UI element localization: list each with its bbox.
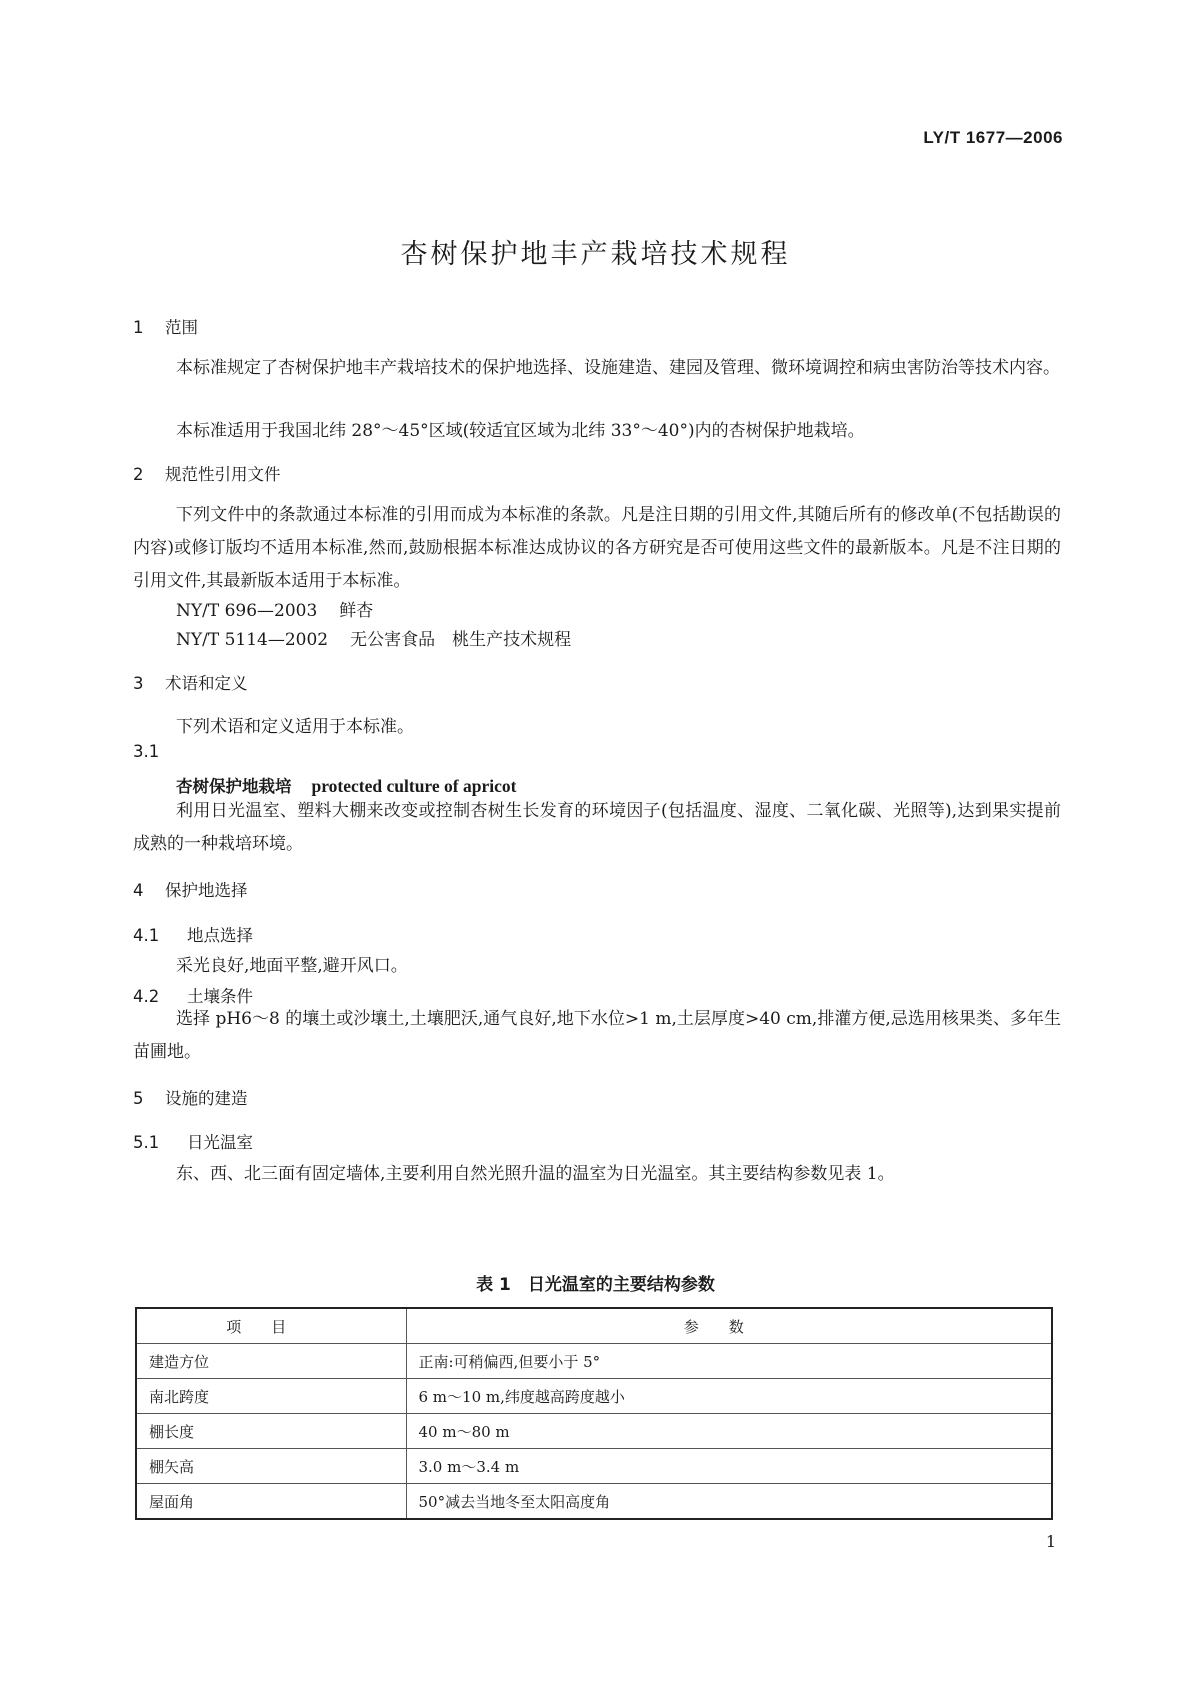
section-title: 保护地选择 (165, 881, 248, 900)
table-header-row (136, 1308, 1052, 1344)
section-2-paragraph: 下列文件中的条款通过本标准的引用而成为本标准的条款。凡是注日期的引用文件,其随后所有的修改单(不包括勘误的内容)或修订版均不适用本标准,然而,鼓励根据本标准达成协议的各方研究是否可使用这些文件的最新版本。凡是不注日期的引用文件,其最新版本适用于本标准。 (133, 505, 1061, 591)
table-cell-value: 正南:可稍偏西,但要小于 5° (406, 1344, 1052, 1379)
section-1-heading (133, 314, 198, 338)
term-number: 3.1 (133, 742, 160, 761)
section-number: 4 (133, 881, 144, 900)
subsection-4-2-text: 选择 pH6～8 的壤土或沙壤土,土壤肥沃,通气良好,地下水位>1 m,土层厚度>40 cm,排灌方便,忌选用核果类、多年生苗圃地。 (133, 1009, 1061, 1062)
table-cell-item: 南北跨度 (136, 1379, 406, 1414)
document-title: 杏树保护地丰产栽培技术规程 (400, 239, 791, 270)
term-entry (176, 773, 516, 797)
subsection-5-1-text: 东、西、北三面有固定墙体,主要利用自然光照升温的温室为日光温室。其主要结构参数见表 1。 (176, 1164, 895, 1184)
table-row (136, 1344, 1052, 1379)
table-row (136, 1379, 1052, 1414)
section-3-heading (133, 670, 248, 694)
subsection-4-1-heading (133, 922, 253, 946)
table-row (136, 1414, 1052, 1449)
table-cell-item: 棚矢高 (136, 1449, 406, 1484)
section-number: 5 (133, 1089, 144, 1108)
reference-item (176, 596, 373, 621)
table-cell-value: 40 m～80 m (406, 1414, 1052, 1449)
section-3-paragraph: 下列术语和定义适用于本标准。 (176, 717, 414, 737)
table-cell-value: 6 m～10 m,纬度越高跨度越小 (406, 1379, 1052, 1414)
table-row (136, 1449, 1052, 1484)
subsection-number: 4.2 (133, 987, 160, 1006)
table-cell-item: 棚长度 (136, 1414, 406, 1449)
section-title: 规范性引用文件 (165, 465, 281, 484)
section-number: 1 (133, 318, 144, 337)
table-cell-value: 3.0 m～3.4 m (406, 1449, 1052, 1484)
section-5-heading (133, 1085, 248, 1109)
table-cell-value: 50°减去当地冬至太阳高度角 (406, 1484, 1052, 1520)
subsection-title: 日光温室 (187, 1133, 253, 1152)
section-title: 设施的建造 (165, 1089, 248, 1108)
subsection-title: 地点选择 (187, 926, 253, 945)
subsection-number: 5.1 (133, 1133, 160, 1152)
subsection-5-1-heading (133, 1129, 253, 1153)
reference-item (176, 625, 571, 650)
page-number: 1 (1045, 1532, 1056, 1551)
reference-name: 鲜杏 (339, 601, 374, 621)
section-title: 范围 (165, 318, 198, 337)
reference-code: NY/T 5114—2002 (176, 630, 329, 650)
term-english: protected culture of apricot (311, 776, 517, 796)
table-header-cell: 项目 (136, 1308, 406, 1344)
section-number: 2 (133, 465, 144, 484)
subsection-title: 土壤条件 (187, 987, 253, 1006)
section-2-heading (133, 461, 281, 485)
section-1-paragraph-1: 本标准规定了杏树保护地丰产栽培技术的保护地选择、设施建造、建园及管理、微环境调控和病虫害防治等技术内容。 (176, 358, 1060, 378)
standard-code: LY/T 1677—2006 (923, 128, 1063, 147)
reference-name: 无公害食品 桃生产技术规程 (350, 630, 572, 650)
subsection-number: 4.1 (133, 926, 160, 945)
table-cell-item: 建造方位 (136, 1344, 406, 1379)
subsection-4-1-text: 采光良好,地面平整,避开风口。 (176, 956, 408, 976)
reference-code: NY/T 696—2003 (176, 601, 318, 621)
table-cell-item: 屋面角 (136, 1484, 406, 1520)
table-caption: 表 1 日光温室的主要结构参数 (476, 1275, 715, 1295)
section-number: 3 (133, 674, 144, 693)
table-row (136, 1484, 1052, 1520)
section-4-heading (133, 877, 248, 901)
table-header-cell: 参数 (406, 1308, 1052, 1344)
term-definition: 利用日光温室、塑料大棚来改变或控制杏树生长发育的环境因子(包括温度、湿度、二氧化碳、光照等),达到果实提前成熟的一种栽培环境。 (133, 801, 1061, 854)
term-chinese: 杏树保护地栽培 (176, 777, 292, 796)
section-title: 术语和定义 (165, 674, 248, 693)
structure-parameter-table (135, 1307, 1053, 1520)
section-1-paragraph-2: 本标准适用于我国北纬 28°～45°区域(较适宜区域为北纬 33°～40°)内的杏树保护地栽培。 (176, 421, 865, 441)
